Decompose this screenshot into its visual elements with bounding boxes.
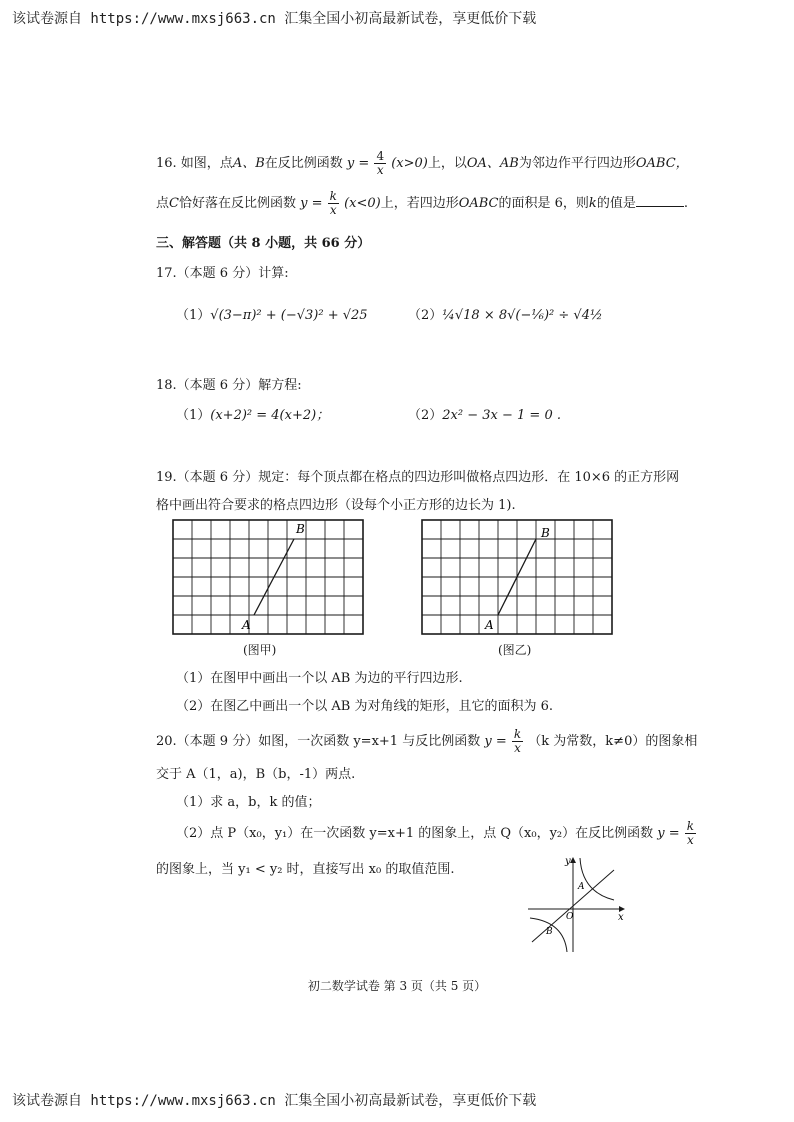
q16-text: 的值是 <box>596 196 636 211</box>
q20-func-lhs: y = <box>484 734 507 749</box>
q19-sub2: （2）在图乙中画出一个以 AB 为对角线的矩形，且它的面积为 6. <box>176 699 554 714</box>
q16-func2-condition: (x<0) <box>344 196 381 211</box>
q18-expr2: 2x² − 3x − 1 = 0 . <box>442 408 561 423</box>
q18-expr1: (x+2)² = 4(x+2)； <box>210 408 330 423</box>
q19-line2: 格中画出符合要求的格点四边形（设每个小正方形的边长为 1). <box>156 498 516 513</box>
q16-func1-condition: (x>0) <box>391 156 428 171</box>
q17-expr2: ¼√18 × 8√(−⅙)² ÷ √4½ <box>442 308 603 323</box>
q16-func1-frac <box>374 150 386 177</box>
q20-text: 20.（本题 9 分）如图，一次函数 y=x+1 与反比例函数 <box>156 734 481 749</box>
fraction-numerator: k <box>686 819 695 833</box>
q19-line1: 19.（本题 6 分）规定：每个顶点都在格点的四边形叫做格点四边形．在 10×6 的正方形网 <box>156 470 680 485</box>
q16-text: 在反比例函数 <box>264 156 343 171</box>
q17-expr1: √(3−π)² + (−√3)² + √25 <box>210 308 368 323</box>
fig1-caption: (图甲) <box>243 643 277 657</box>
q16-line1 <box>156 150 689 177</box>
q20-sub1: （1）求 a，b，k 的值； <box>176 795 321 810</box>
point-b-label: B <box>296 522 305 536</box>
source-banner-bottom: 该试卷源自 https://www.mxsj663.cn 汇集全国小初高最新试卷，享更低价下载 <box>12 1093 537 1109</box>
section-title: 三、解答题（共 8 小题，共 66 分） <box>156 236 371 251</box>
page-footer: 初二数学试卷 第 3 页（共 5 页） <box>307 979 487 993</box>
part-label: （1） <box>176 408 211 423</box>
q16-line2 <box>156 190 688 217</box>
q16-text: 上，以 <box>427 156 467 171</box>
part-label: （2） <box>408 408 443 423</box>
point-a-label: A <box>242 618 251 632</box>
q20-line4: 的图象上，当 y₁ < y₂ 时，直接写出 x₀ 的取值范围. <box>156 862 455 877</box>
y-axis-label: y <box>565 856 571 867</box>
q16-point-c: C <box>169 196 179 211</box>
hyperbola-branch-1 <box>580 858 614 900</box>
part-label: （1） <box>176 308 211 323</box>
q18-title: 18.（本题 6 分）解方程: <box>156 378 302 393</box>
point-a-label: A <box>485 618 494 632</box>
q16-shape: OABC， <box>635 156 689 171</box>
grid-figure-2 <box>421 519 621 637</box>
q16-points: A、B <box>232 156 265 171</box>
answer-blank <box>636 195 684 207</box>
point-b-label: B <box>541 526 550 540</box>
fraction-denominator: x <box>329 203 337 217</box>
point-a-label: A <box>578 882 585 892</box>
q16-func2-lhs: y = <box>300 196 323 211</box>
q16-func1-lhs: y = <box>346 156 370 171</box>
fraction-denominator: x <box>376 163 384 177</box>
q16-var-k: k <box>588 196 597 211</box>
q16-text: 上，若四边形 <box>380 196 459 211</box>
fraction-denominator: x <box>514 741 521 755</box>
grid-figure-1 <box>172 519 372 637</box>
q16-text: 16. 如图，点 <box>156 156 233 171</box>
q16-text: 恰好落在反比例函数 <box>178 196 296 211</box>
q20-line1 <box>156 728 697 755</box>
origin-label: O <box>566 912 574 922</box>
x-axis-label: x <box>618 912 624 923</box>
q16-text: 的面积是 6，则 <box>498 196 589 211</box>
fraction-denominator: x <box>687 833 694 847</box>
fraction-numerator: k <box>329 189 337 203</box>
source-banner-top: 该试卷源自 https://www.mxsj663.cn 汇集全国小初高最新试卷，享更低价下载 <box>12 11 537 27</box>
q16-segments: OA、AB <box>466 156 519 171</box>
q20-func-frac <box>512 728 523 755</box>
q20-func-lhs: y = <box>657 826 680 841</box>
q18-part1 <box>176 404 329 423</box>
q18-part2 <box>408 404 561 423</box>
part-label: （2） <box>408 308 443 323</box>
fig2-caption: (图乙) <box>498 643 532 657</box>
q16-func2-frac <box>328 190 339 217</box>
point-b-label: B <box>546 927 553 937</box>
q16-shape: OABC <box>458 196 499 211</box>
q17-part1 <box>176 304 368 323</box>
q17-part2 <box>408 304 603 323</box>
q16-text: 点 <box>156 196 170 211</box>
q20-func-frac <box>685 820 696 847</box>
q20-sub2 <box>176 820 697 847</box>
q20-line2: 交于 A（1，a)，B（b，-1）两点. <box>156 767 356 782</box>
fraction-numerator: 4 <box>376 149 385 163</box>
q16-text: 为邻边作平行四边形 <box>518 156 636 171</box>
fraction-numerator: k <box>513 727 522 741</box>
q16-text: . <box>683 196 688 211</box>
q17-title: 17.（本题 6 分）计算: <box>156 266 289 281</box>
q20-text: （2）点 P（x₀，y₁）在一次函数 y=x+1 的图象上，点 Q（x₀，y₂）在反比例函数 <box>176 826 654 841</box>
q20-text: （k 为常数，k≠0）的图象相 <box>528 734 698 749</box>
q19-sub1: （1）在图甲中画出一个以 AB 为边的平行四边形. <box>176 671 463 686</box>
function-graph <box>524 852 628 956</box>
